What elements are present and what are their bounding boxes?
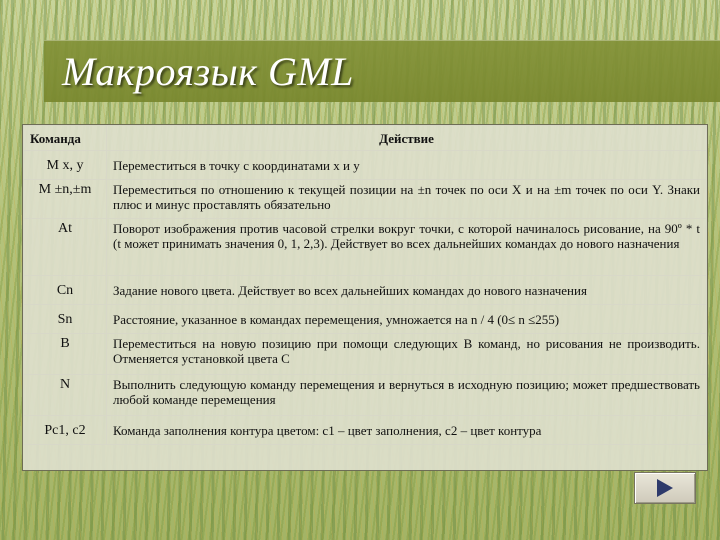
table-row <box>24 305 707 334</box>
command-cell: M x, y <box>24 151 107 180</box>
action-cell: Переместиться в точку с координатами x и y <box>107 151 707 180</box>
command-cell: N <box>24 375 107 416</box>
title-bar <box>44 40 720 102</box>
action-cell: Выполнить следующую команду перемещения и вернуться в исходную позицию; может предшествовать любой команде перемещения <box>107 375 707 416</box>
commands-table-panel <box>22 124 708 471</box>
command-cell: Pc1, c2 <box>24 416 107 445</box>
play-triangle-icon <box>657 479 673 497</box>
action-cell: Переместиться по отношению к текущей позиции на ±n точек по оси X и на ±m точек по оси Y. Знаки плюс и минус проставлять обязательно <box>107 180 707 219</box>
header-action: Действие <box>107 126 707 151</box>
header-command: Команда <box>24 126 107 151</box>
action-cell: Поворот изображения против часовой стрелки вокруг точки, с которой начиналось рисование, на 90º * t (t может принимать значения 0, 1, 2,3). Действует во всех дальнейших командах до нового назначения <box>107 219 707 276</box>
table-row <box>24 180 707 219</box>
table-row <box>24 416 707 445</box>
table-row <box>24 375 707 416</box>
next-slide-button[interactable] <box>634 472 696 504</box>
command-cell: B <box>24 334 107 375</box>
table-row <box>24 276 707 305</box>
command-cell: Cn <box>24 276 107 305</box>
table-row <box>24 219 707 276</box>
table-row <box>24 334 707 375</box>
command-cell: At <box>24 219 107 276</box>
action-cell: Команда заполнения контура цветом: c1 – цвет заполнения, c2 – цвет контура <box>107 416 707 445</box>
action-cell: Расстояние, указанное в командах перемещения, умножается на n / 4 (0≤ n ≤255) <box>107 305 707 334</box>
commands-table <box>23 125 707 445</box>
action-cell: Переместиться на новую позицию при помощи следующих B команд, но рисования не производить. Отменяется установкой цвета C <box>107 334 707 375</box>
table-row <box>24 151 707 180</box>
action-cell: Задание нового цвета. Действует во всех дальнейших командах до нового назначения <box>107 276 707 305</box>
command-cell: Sn <box>24 305 107 334</box>
command-cell: M ±n,±m <box>24 180 107 219</box>
table-header-row <box>24 126 707 151</box>
slide-title: Макроязык GML <box>62 49 354 94</box>
